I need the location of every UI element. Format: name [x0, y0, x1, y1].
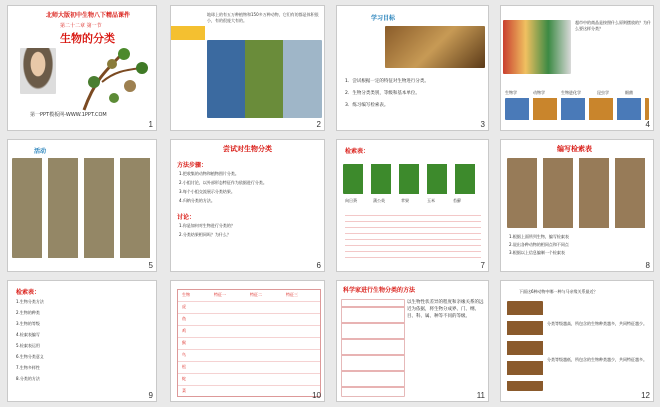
step-2: 2.小组讨论，以外部形态特征作为依据进行分类。 — [179, 180, 267, 185]
step-4: 4.归纳分类的方法。 — [179, 198, 215, 203]
slide-3-header: 学习目标 — [371, 15, 396, 22]
classification-diagram — [341, 299, 405, 397]
tree-illustration — [64, 42, 152, 112]
discuss-2: 2.分类结果相同吗？为什么？ — [179, 232, 231, 237]
book-label-5: 细菌 — [625, 90, 633, 95]
table-row: 鱼 — [182, 316, 186, 321]
slide-11-text: 以生物性状差异的程度和亲缘关系的远近为依据，将生物分成界、门、纲、目、科、属、种等不同的等级。 — [407, 300, 484, 319]
question-line-1: 下面这6种动物中哪一种与马亲缘关系最近？ — [519, 289, 598, 294]
slide-11[interactable] — [336, 280, 489, 402]
slide-9-header: 检索表： — [16, 289, 41, 296]
table-row: 松 — [182, 364, 186, 369]
key-item: 5.检索表运用 — [16, 343, 40, 348]
slide-11-title: 科学家进行生物分类的方法 — [343, 287, 416, 294]
slide-number: 4 — [645, 120, 650, 129]
key-item: 4.检索表编写 — [16, 332, 40, 337]
slide-6[interactable] — [170, 139, 325, 272]
goal-2: 2．生物分类类别，等级和基本单位。 — [345, 91, 420, 96]
table-row: 虎 — [182, 304, 186, 309]
slide-6-title: 尝试对生物分类 — [223, 145, 272, 153]
slide-number: 1 — [148, 120, 153, 129]
key-item: 3.生物的等级 — [16, 321, 40, 326]
slide-1[interactable] — [7, 5, 157, 131]
slide-number: 8 — [645, 261, 650, 270]
plants-row — [343, 164, 483, 194]
goal-1: 1．尝试根据一定的特征对生物进行分类。 — [345, 79, 429, 84]
discuss-1: 1.你是如何对生物进行分类的？ — [179, 223, 235, 228]
book-label-4: 昆虫学 — [597, 90, 609, 95]
slide-number: 11 — [476, 391, 485, 400]
slide-9[interactable] — [7, 280, 157, 402]
plant-label-3: 苹果 — [401, 198, 409, 203]
horses-images — [507, 301, 543, 391]
task-3: 3.根据以上信息编制一个检索表 — [509, 250, 565, 255]
goal-3: 3．练习编写检索表。 — [345, 103, 389, 108]
feature-table — [177, 289, 321, 397]
header-badge — [171, 26, 205, 40]
table-row: 猴 — [182, 340, 186, 345]
animals-grid — [12, 158, 154, 258]
slide-4[interactable] — [500, 5, 654, 131]
slide-1-line2: 第二十二章 第一节 — [60, 23, 102, 29]
portrait-image — [20, 48, 56, 94]
slide-10[interactable] — [170, 280, 325, 402]
animals-image — [385, 26, 485, 68]
slide-7[interactable] — [336, 139, 489, 272]
photo-grid — [207, 40, 322, 118]
table-row: 鸡 — [182, 328, 186, 333]
slide-8[interactable] — [500, 139, 654, 272]
slide-number: 10 — [312, 391, 321, 400]
slide-number: 6 — [316, 261, 321, 270]
step-1: 1.把收集的动物和植物图片分类。 — [179, 171, 239, 176]
slide-number: 3 — [480, 120, 485, 129]
slide-1-footer: 第一PPT模板网-WWW.1PPT.COM — [30, 112, 107, 118]
slide-1-title: 生物的分类 — [60, 32, 115, 45]
discuss-heading: 讨论： — [177, 214, 196, 221]
key-item: 1.生物分类方法 — [16, 299, 44, 304]
key-list — [16, 299, 152, 391]
slide-number: 7 — [480, 261, 485, 270]
slide-number: 2 — [316, 120, 321, 129]
task-1: 1.根据上面所列生物，编写检索表 — [509, 234, 569, 239]
slide-number: 5 — [148, 261, 153, 270]
slide-8-title: 编写检索表 — [557, 145, 592, 153]
book-covers — [505, 98, 649, 120]
method-heading: 方法步骤： — [177, 162, 208, 169]
plant-label-5: 苔藓 — [453, 198, 461, 203]
table-header: 生物 — [182, 292, 190, 297]
slide-2-text: 地球上的有五万种植物和150多万种动物，它们有的都是体积很小，有的很庞大有的。 — [207, 12, 319, 23]
supermarket-photo — [503, 20, 571, 74]
slide-5-header: 活动 — [34, 148, 47, 155]
table-header: 特征一 — [214, 292, 226, 297]
key-item: 6.生物分类意义 — [16, 354, 44, 359]
animals-grid — [507, 158, 649, 228]
key-item: 8.分类的方法 — [16, 376, 40, 381]
book-label-3: 生物进化学 — [561, 90, 581, 95]
answer-line-1: 分类等级越高，所包含的生物种类越多，共同特征越少。 — [547, 321, 647, 326]
key-item: 7.生物多样性 — [16, 365, 40, 370]
task-2: 2.说出各种动物的相同点和不同点 — [509, 242, 569, 247]
slide-1-line1: 北师大版初中生物八下精品课件 — [46, 12, 131, 19]
plant-label-4: 玉米 — [427, 198, 435, 203]
plant-label-2: 蒲公英 — [373, 198, 385, 203]
slide-7-header: 检索表： — [345, 148, 370, 155]
plant-label-1: 向日葵 — [345, 198, 357, 203]
slide-number: 12 — [641, 391, 650, 400]
key-table — [345, 210, 481, 260]
slide-12[interactable] — [500, 280, 654, 402]
table-header: 特征三 — [286, 292, 298, 297]
slide-5[interactable] — [7, 139, 157, 272]
key-item: 2.生物的种类 — [16, 310, 40, 315]
slide-2[interactable] — [170, 5, 325, 131]
table-row: 菜 — [182, 388, 186, 393]
table-row: 蛇 — [182, 376, 186, 381]
slide-4-text: 超市中的商品是按照什么原则摆放的？为什么要这样分类？ — [575, 20, 651, 31]
slide-3[interactable] — [336, 5, 489, 131]
table-row: 鸟 — [182, 352, 186, 357]
book-label-1: 生物学 — [505, 90, 517, 95]
answer-line-2: 分类等级越低，所包含的生物种类越少，共同特征越多。 — [547, 357, 647, 362]
step-3: 3.每个小组交流展示分类结果。 — [179, 189, 235, 194]
table-header: 特征二 — [250, 292, 262, 297]
slide-number: 9 — [148, 391, 153, 400]
book-label-2: 动物学 — [533, 90, 545, 95]
